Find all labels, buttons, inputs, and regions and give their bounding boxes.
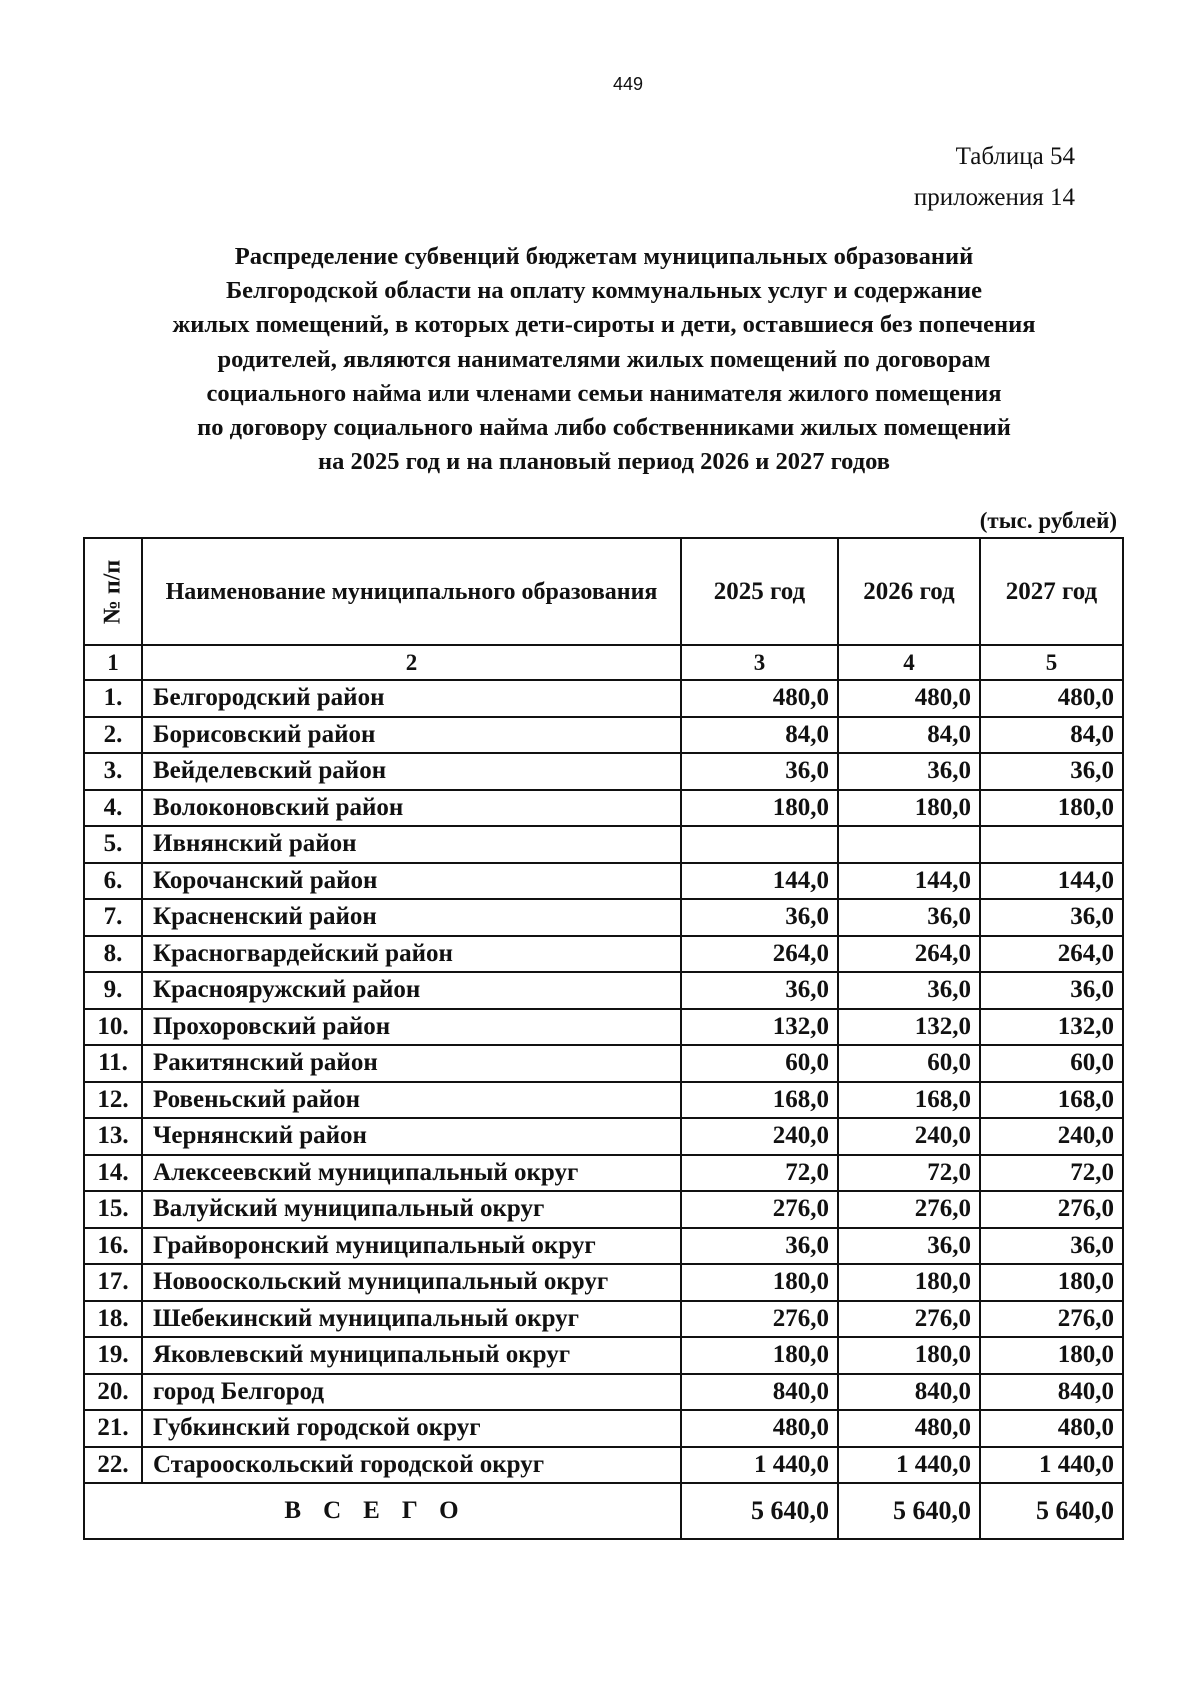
table-row <box>84 936 1123 973</box>
row-number: 6. <box>84 863 142 900</box>
row-value-2026 <box>838 826 980 863</box>
row-number: 11. <box>84 1045 142 1082</box>
row-name: Ровеньский район <box>142 1082 681 1119</box>
table-row <box>84 1228 1123 1265</box>
title-line: жилых помещений, в которых дети-сироты и дети, оставшиеся без попечения <box>172 311 1036 339</box>
row-number: 4. <box>84 790 142 827</box>
row-number: 12. <box>84 1082 142 1119</box>
table-row <box>84 1410 1123 1447</box>
row-value-2027: 180,0 <box>980 790 1123 827</box>
row-value-2026: 144,0 <box>838 863 980 900</box>
row-name: Новооскольский муниципальный округ <box>142 1264 681 1301</box>
table-row <box>84 1301 1123 1338</box>
row-value-2027: 276,0 <box>980 1191 1123 1228</box>
table-row <box>84 1155 1123 1192</box>
row-name: Старооскольский городской округ <box>142 1447 681 1484</box>
row-value-2025 <box>681 826 838 863</box>
row-name: Ракитянский район <box>142 1045 681 1082</box>
row-name: Шебекинский муниципальный округ <box>142 1301 681 1338</box>
row-name: Вейделевский район <box>142 753 681 790</box>
row-value-2025: 180,0 <box>681 1337 838 1374</box>
table-row <box>84 863 1123 900</box>
unit-note: (тыс. рублей) <box>979 508 1117 533</box>
row-name: Алексеевский муниципальный округ <box>142 1155 681 1192</box>
table-row <box>84 1009 1123 1046</box>
subvention-table <box>83 537 1124 1540</box>
title-line: на 2025 год и на плановый период 2026 и 2027 годов <box>317 448 890 476</box>
row-name: Корочанский район <box>142 863 681 900</box>
row-name: Красненский район <box>142 899 681 936</box>
row-number: 22. <box>84 1447 142 1484</box>
row-value-2025: 72,0 <box>681 1155 838 1192</box>
row-value-2026: 36,0 <box>838 1228 980 1265</box>
row-value-2026: 132,0 <box>838 1009 980 1046</box>
row-value-2027: 36,0 <box>980 972 1123 1009</box>
total-2026: 5 640,0 <box>838 1483 980 1539</box>
page-number: 449 <box>612 74 644 94</box>
row-name: Белгородский район <box>142 680 681 717</box>
table-row <box>84 972 1123 1009</box>
row-value-2027: 60,0 <box>980 1045 1123 1082</box>
column-index: 3 <box>681 645 838 680</box>
row-value-2027: 240,0 <box>980 1118 1123 1155</box>
row-value-2027: 36,0 <box>980 1228 1123 1265</box>
column-index: 2 <box>142 645 681 680</box>
row-value-2025: 36,0 <box>681 899 838 936</box>
row-name: Волоконовский район <box>142 790 681 827</box>
row-number: 20. <box>84 1374 142 1411</box>
row-value-2025: 240,0 <box>681 1118 838 1155</box>
row-value-2025: 1 440,0 <box>681 1447 838 1484</box>
row-value-2026: 180,0 <box>838 1264 980 1301</box>
row-value-2026: 36,0 <box>838 972 980 1009</box>
table-reference <box>775 136 1075 218</box>
table-row <box>84 1264 1123 1301</box>
column-index: 4 <box>838 645 980 680</box>
row-value-2027: 36,0 <box>980 753 1123 790</box>
row-number: 8. <box>84 936 142 973</box>
row-number: 21. <box>84 1410 142 1447</box>
row-value-2025: 276,0 <box>681 1301 838 1338</box>
row-value-2027: 1 440,0 <box>980 1447 1123 1484</box>
row-name: Губкинский городской округ <box>142 1410 681 1447</box>
row-number: 1. <box>84 680 142 717</box>
row-value-2027 <box>980 826 1123 863</box>
title-line: родителей, являются нанимателями жилых помещений по договорам <box>217 345 991 373</box>
row-value-2027: 840,0 <box>980 1374 1123 1411</box>
row-value-2027: 480,0 <box>980 1410 1123 1447</box>
row-value-2026: 180,0 <box>838 790 980 827</box>
row-value-2026: 264,0 <box>838 936 980 973</box>
row-value-2026: 72,0 <box>838 1155 980 1192</box>
table-row <box>84 1082 1123 1119</box>
row-value-2025: 480,0 <box>681 1410 838 1447</box>
row-name: Яковлевский муниципальный округ <box>142 1337 681 1374</box>
row-value-2025: 36,0 <box>681 1228 838 1265</box>
row-value-2026: 840,0 <box>838 1374 980 1411</box>
table-header-row <box>84 538 1123 645</box>
row-value-2027: 276,0 <box>980 1301 1123 1338</box>
row-number: 5. <box>84 826 142 863</box>
row-value-2026: 36,0 <box>838 899 980 936</box>
row-value-2027: 72,0 <box>980 1155 1123 1192</box>
row-number: 18. <box>84 1301 142 1338</box>
row-number: 14. <box>84 1155 142 1192</box>
row-value-2026: 60,0 <box>838 1045 980 1082</box>
row-value-2027: 132,0 <box>980 1009 1123 1046</box>
row-number: 7. <box>84 899 142 936</box>
row-value-2027: 84,0 <box>980 717 1123 754</box>
header-number: № п/п <box>84 538 142 645</box>
row-value-2025: 276,0 <box>681 1191 838 1228</box>
table-row <box>84 899 1123 936</box>
table-row <box>84 717 1123 754</box>
row-number: 2. <box>84 717 142 754</box>
table-row <box>84 680 1123 717</box>
row-value-2025: 60,0 <box>681 1045 838 1082</box>
table-row <box>84 753 1123 790</box>
row-number: 16. <box>84 1228 142 1265</box>
row-number: 9. <box>84 972 142 1009</box>
row-value-2025: 840,0 <box>681 1374 838 1411</box>
table-row <box>84 1374 1123 1411</box>
row-name: город Белгород <box>142 1374 681 1411</box>
document-title <box>84 240 1124 479</box>
row-value-2026: 276,0 <box>838 1191 980 1228</box>
row-value-2027: 264,0 <box>980 936 1123 973</box>
row-value-2026: 240,0 <box>838 1118 980 1155</box>
row-value-2026: 480,0 <box>838 1410 980 1447</box>
row-value-2025: 180,0 <box>681 790 838 827</box>
row-name: Валуйский муниципальный округ <box>142 1191 681 1228</box>
row-value-2025: 132,0 <box>681 1009 838 1046</box>
table-row <box>84 1337 1123 1374</box>
title-line: Распределение субвенций бюджетам муниципальных образований <box>234 243 974 270</box>
row-number: 19. <box>84 1337 142 1374</box>
row-number: 13. <box>84 1118 142 1155</box>
row-value-2025: 480,0 <box>681 680 838 717</box>
table-row <box>84 1045 1123 1082</box>
row-number: 17. <box>84 1264 142 1301</box>
row-value-2026: 36,0 <box>838 753 980 790</box>
header-2025: 2025 год <box>681 538 838 645</box>
row-value-2025: 168,0 <box>681 1082 838 1119</box>
header-2027: 2027 год <box>980 538 1123 645</box>
row-value-2027: 36,0 <box>980 899 1123 936</box>
column-index: 5 <box>980 645 1123 680</box>
header-2026: 2026 год <box>838 538 980 645</box>
row-number: 15. <box>84 1191 142 1228</box>
row-value-2026: 1 440,0 <box>838 1447 980 1484</box>
total-row <box>84 1483 1123 1539</box>
row-value-2026: 480,0 <box>838 680 980 717</box>
row-value-2027: 180,0 <box>980 1337 1123 1374</box>
table-row <box>84 1191 1123 1228</box>
row-name: Чернянский район <box>142 1118 681 1155</box>
total-label: ВСЕГО <box>84 1483 681 1539</box>
row-value-2025: 36,0 <box>681 972 838 1009</box>
row-value-2026: 84,0 <box>838 717 980 754</box>
table-reference-line1: Таблица 54 <box>955 143 1075 170</box>
title-line: Белгородской области на оплату коммунальных услуг и содержание <box>225 277 983 305</box>
row-name: Грайворонский муниципальный округ <box>142 1228 681 1265</box>
row-name: Краснояружский район <box>142 972 681 1009</box>
column-index: 1 <box>84 645 142 680</box>
row-value-2027: 480,0 <box>980 680 1123 717</box>
table-row <box>84 790 1123 827</box>
title-line: по договору социального найма либо собственниками жилых помещений <box>197 414 1011 442</box>
row-value-2026: 180,0 <box>838 1337 980 1374</box>
row-value-2025: 144,0 <box>681 863 838 900</box>
row-value-2025: 84,0 <box>681 717 838 754</box>
table-reference-line2: приложения 14 <box>913 184 1075 211</box>
row-value-2027: 180,0 <box>980 1264 1123 1301</box>
total-2025: 5 640,0 <box>681 1483 838 1539</box>
row-value-2025: 36,0 <box>681 753 838 790</box>
table-row <box>84 1447 1123 1484</box>
row-number: 10. <box>84 1009 142 1046</box>
row-value-2026: 276,0 <box>838 1301 980 1338</box>
row-value-2025: 180,0 <box>681 1264 838 1301</box>
title-line: социального найма или членами семьи нанимателя жилого помещения <box>206 379 1002 407</box>
column-index-row <box>84 645 1123 680</box>
row-name: Красногвардейский район <box>142 936 681 973</box>
row-name: Прохоровский район <box>142 1009 681 1046</box>
row-name: Ивнянский район <box>142 826 681 863</box>
row-value-2027: 168,0 <box>980 1082 1123 1119</box>
table-row <box>84 1118 1123 1155</box>
total-2027: 5 640,0 <box>980 1483 1123 1539</box>
row-value-2025: 264,0 <box>681 936 838 973</box>
row-name: Борисовский район <box>142 717 681 754</box>
row-value-2027: 144,0 <box>980 863 1123 900</box>
row-value-2026: 168,0 <box>838 1082 980 1119</box>
table-row <box>84 826 1123 863</box>
row-number: 3. <box>84 753 142 790</box>
header-name: Наименование муниципального образования <box>142 538 681 645</box>
